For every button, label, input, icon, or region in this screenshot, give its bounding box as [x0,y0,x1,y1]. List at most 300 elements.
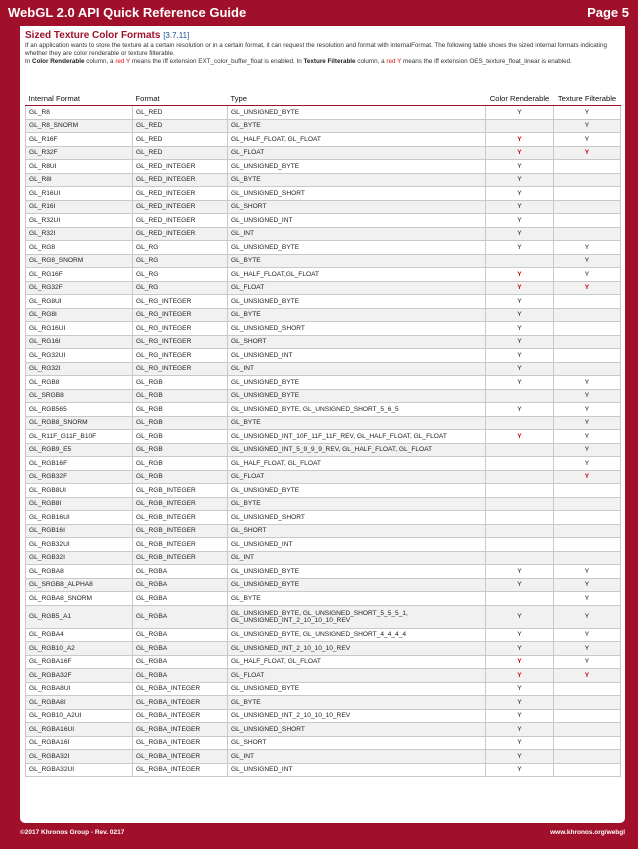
cell-internal-format: GL_RGB8 [26,376,133,390]
cell-texture-filterable: Y [554,669,621,683]
cell-format: GL_RG_INTEGER [133,322,228,336]
cell-texture-filterable: Y [554,605,621,628]
cell-texture-filterable: Y [554,376,621,390]
table-row [26,511,621,525]
cell-texture-filterable [554,538,621,552]
cell-color-renderable: Y [486,750,554,764]
cell-internal-format: GL_RGBA16UI [26,723,133,737]
cell-color-renderable: Y [486,308,554,322]
cell-texture-filterable [554,308,621,322]
cell-format: GL_RED_INTEGER [133,227,228,241]
cell-internal-format: GL_RGBA8UI [26,682,133,696]
cell-type: GL_SHORT [228,736,486,750]
cell-format: GL_RG_INTEGER [133,308,228,322]
col-texture-filterable: Texture Filterable [554,82,621,106]
cell-color-renderable [486,254,554,268]
cell-color-renderable: Y [486,376,554,390]
cell-texture-filterable [554,736,621,750]
table-row [26,241,621,255]
table-row [26,146,621,160]
cell-color-renderable [486,457,554,471]
table-row [26,119,621,133]
cell-format: GL_RGB [133,389,228,403]
cell-color-renderable [486,592,554,606]
table-row [26,308,621,322]
cell-color-renderable: Y [486,322,554,336]
table-row [26,682,621,696]
table-row [26,295,621,309]
cell-texture-filterable: Y [554,470,621,484]
cell-color-renderable: Y [486,696,554,710]
guide-title: WebGL 2.0 API Quick Reference Guide [8,5,247,20]
cell-type: GL_BYTE [228,416,486,430]
cell-internal-format: GL_RGBA16I [26,736,133,750]
cell-color-renderable: Y [486,200,554,214]
cell-type: GL_UNSIGNED_INT_10F_11F_11F_REV, GL_HALF_FLOAT, GL_FLOAT [228,430,486,444]
cell-type: GL_UNSIGNED_SHORT [228,723,486,737]
cell-type: GL_INT [228,750,486,764]
cell-type: GL_HALF_FLOAT, GL_FLOAT [228,457,486,471]
cell-texture-filterable: Y [554,268,621,282]
footer-url[interactable]: www.khronos.org/webgl [550,829,625,836]
cell-type: GL_FLOAT [228,669,486,683]
cell-internal-format: GL_RG8_SNORM [26,254,133,268]
cell-texture-filterable: Y [554,592,621,606]
cell-type: GL_UNSIGNED_BYTE, GL_UNSIGNED_SHORT_5_5_5_1, GL_UNSIGNED_INT_2_10_10_10_REV [228,605,486,628]
cell-format: GL_RGBA_INTEGER [133,763,228,777]
cell-internal-format: GL_R32I [26,227,133,241]
cell-internal-format: GL_R11F_G11F_B10F [26,430,133,444]
cell-color-renderable: Y [486,709,554,723]
cell-internal-format: GL_RGB5_A1 [26,605,133,628]
cell-type: GL_INT [228,227,486,241]
cell-internal-format: GL_RGB8UI [26,484,133,498]
cell-color-renderable [486,551,554,565]
cell-format: GL_RGB_INTEGER [133,551,228,565]
cell-type: GL_UNSIGNED_INT [228,538,486,552]
table-row [26,227,621,241]
cell-internal-format: GL_R16I [26,200,133,214]
cell-type: GL_BYTE [228,696,486,710]
cell-texture-filterable [554,696,621,710]
page-header [0,0,638,26]
cell-internal-format: GL_RGBA32F [26,669,133,683]
table-row [26,578,621,592]
table-row [26,497,621,511]
table-row [26,750,621,764]
cell-format: GL_RG [133,254,228,268]
cell-texture-filterable: Y [554,578,621,592]
cell-format: GL_RGBA [133,628,228,642]
cell-type: GL_INT [228,551,486,565]
cell-color-renderable [486,443,554,457]
cell-format: GL_RED_INTEGER [133,187,228,201]
cell-format: GL_RGBA_INTEGER [133,723,228,737]
cell-type: GL_UNSIGNED_BYTE [228,578,486,592]
cell-type: GL_UNSIGNED_SHORT [228,187,486,201]
cell-texture-filterable [554,187,621,201]
cell-color-renderable [486,389,554,403]
table-row [26,723,621,737]
cell-format: GL_RED [133,133,228,147]
cell-format: GL_RED [133,106,228,120]
table-row [26,349,621,363]
cell-texture-filterable: Y [554,254,621,268]
cell-color-renderable: Y [486,281,554,295]
cell-color-renderable: Y [486,578,554,592]
cell-type: GL_SHORT [228,335,486,349]
table-row [26,538,621,552]
cell-texture-filterable: Y [554,106,621,120]
cell-format: GL_RGBA_INTEGER [133,696,228,710]
cell-internal-format: GL_RG8UI [26,295,133,309]
cell-internal-format: GL_RGB32UI [26,538,133,552]
table-row [26,376,621,390]
cell-format: GL_RGB_INTEGER [133,484,228,498]
cell-format: GL_RG_INTEGER [133,349,228,363]
cell-texture-filterable [554,750,621,764]
cell-format: GL_RGB [133,376,228,390]
cell-format: GL_RG_INTEGER [133,335,228,349]
table-row [26,133,621,147]
cell-color-renderable [486,497,554,511]
content-panel [20,26,625,823]
cell-format: GL_RGB [133,457,228,471]
cell-type: GL_UNSIGNED_BYTE [228,376,486,390]
cell-format: GL_RGBA [133,565,228,579]
cell-type: GL_UNSIGNED_INT [228,763,486,777]
cell-format: GL_RGBA_INTEGER [133,736,228,750]
cell-color-renderable: Y [486,430,554,444]
cell-texture-filterable: Y [554,565,621,579]
cell-internal-format: GL_RG16I [26,335,133,349]
cell-type: GL_UNSIGNED_INT_5_9_9_9_REV, GL_HALF_FLOAT, GL_FLOAT [228,443,486,457]
cell-texture-filterable: Y [554,642,621,656]
cell-texture-filterable: Y [554,241,621,255]
cell-type: GL_BYTE [228,592,486,606]
table-row [26,173,621,187]
cell-texture-filterable [554,295,621,309]
cell-color-renderable: Y [486,362,554,376]
cell-texture-filterable: Y [554,416,621,430]
cell-type: GL_UNSIGNED_BYTE, GL_UNSIGNED_SHORT_4_4_4_4 [228,628,486,642]
cell-type: GL_UNSIGNED_BYTE [228,565,486,579]
section-title [25,30,189,41]
cell-texture-filterable [554,200,621,214]
cell-texture-filterable [554,709,621,723]
cell-format: GL_RGB [133,403,228,417]
section-description [25,42,620,67]
cell-texture-filterable: Y [554,457,621,471]
cell-internal-format: GL_RGB10_A2 [26,642,133,656]
cell-format: GL_RED_INTEGER [133,200,228,214]
cell-format: GL_RGBA [133,605,228,628]
cell-color-renderable [486,511,554,525]
cell-format: GL_RED [133,119,228,133]
cell-type: GL_HALF_FLOAT,GL_FLOAT [228,268,486,282]
cell-color-renderable: Y [486,187,554,201]
cell-color-renderable: Y [486,214,554,228]
cell-internal-format: GL_R16UI [26,187,133,201]
cell-type: GL_HALF_FLOAT, GL_FLOAT [228,655,486,669]
col-format: Format [133,82,228,106]
table-body [26,106,621,777]
cell-internal-format: GL_RG8 [26,241,133,255]
cell-internal-format: GL_RG32F [26,281,133,295]
table-row [26,669,621,683]
cell-type: GL_HALF_FLOAT, GL_FLOAT [228,133,486,147]
cell-color-renderable: Y [486,763,554,777]
cell-color-renderable: Y [486,655,554,669]
cell-internal-format: GL_RG32UI [26,349,133,363]
table-row [26,200,621,214]
cell-format: GL_RGB_INTEGER [133,524,228,538]
cell-texture-filterable [554,497,621,511]
cell-internal-format: GL_RGB10_A2UI [26,709,133,723]
cell-format: GL_RG [133,281,228,295]
cell-color-renderable: Y [486,682,554,696]
cell-format: GL_RGBA [133,642,228,656]
table-row [26,457,621,471]
cell-internal-format: GL_RGB8I [26,497,133,511]
table-row [26,605,621,628]
page-number: Page 5 [587,5,629,20]
cell-color-renderable: Y [486,146,554,160]
cell-color-renderable: Y [486,335,554,349]
cell-color-renderable [486,416,554,430]
table-row [26,268,621,282]
cell-texture-filterable [554,524,621,538]
table-row [26,322,621,336]
cell-texture-filterable [554,763,621,777]
cell-texture-filterable: Y [554,443,621,457]
cell-type: GL_BYTE [228,254,486,268]
section-title-text: Sized Texture Color Formats [25,30,161,41]
cell-texture-filterable [554,160,621,174]
cell-color-renderable: Y [486,160,554,174]
cell-format: GL_RG_INTEGER [133,295,228,309]
cell-internal-format: GL_RGB9_E5 [26,443,133,457]
cell-format: GL_RGB_INTEGER [133,511,228,525]
cell-type: GL_UNSIGNED_BYTE [228,389,486,403]
cell-type: GL_UNSIGNED_SHORT [228,322,486,336]
cell-texture-filterable [554,349,621,363]
cell-format: GL_RED_INTEGER [133,173,228,187]
cell-format: GL_RGB_INTEGER [133,538,228,552]
cell-color-renderable: Y [486,723,554,737]
cell-color-renderable: Y [486,241,554,255]
cell-format: GL_RGB [133,443,228,457]
cell-type: GL_UNSIGNED_INT [228,214,486,228]
cell-format: GL_RGBA [133,669,228,683]
table-row [26,565,621,579]
cell-texture-filterable: Y [554,146,621,160]
cell-texture-filterable [554,682,621,696]
col-color-renderable: Color Renderable [486,82,554,106]
cell-color-renderable [486,484,554,498]
table-row [26,551,621,565]
cell-type: GL_UNSIGNED_BYTE, GL_UNSIGNED_SHORT_5_6_5 [228,403,486,417]
table-row [26,592,621,606]
sized-formats-table [25,82,621,777]
cell-texture-filterable [554,173,621,187]
cell-color-renderable [486,524,554,538]
cell-texture-filterable [554,214,621,228]
cell-format: GL_RG [133,241,228,255]
cell-color-renderable: Y [486,565,554,579]
cell-color-renderable [486,538,554,552]
footer-copyright: ©2017 Khronos Group - Rev. 0217 [20,829,125,836]
cell-texture-filterable [554,511,621,525]
cell-color-renderable: Y [486,133,554,147]
cell-format: GL_RG [133,268,228,282]
cell-texture-filterable [554,484,621,498]
table-row [26,389,621,403]
cell-color-renderable: Y [486,605,554,628]
cell-texture-filterable: Y [554,133,621,147]
cell-texture-filterable [554,322,621,336]
cell-type: GL_UNSIGNED_BYTE [228,295,486,309]
cell-texture-filterable [554,551,621,565]
cell-format: GL_RGBA [133,592,228,606]
cell-internal-format: GL_RGB16UI [26,511,133,525]
cell-internal-format: GL_RGBA32UI [26,763,133,777]
cell-texture-filterable: Y [554,628,621,642]
cell-color-renderable: Y [486,349,554,363]
table-row [26,642,621,656]
table-row [26,362,621,376]
cell-color-renderable [486,119,554,133]
cell-internal-format: GL_RG16UI [26,322,133,336]
cell-type: GL_BYTE [228,119,486,133]
cell-type: GL_UNSIGNED_BYTE [228,241,486,255]
cell-internal-format: GL_RGBA4 [26,628,133,642]
section-ref-link[interactable]: [3.7.11] [163,31,190,40]
cell-type: GL_UNSIGNED_BYTE [228,106,486,120]
col-type: Type [228,82,486,106]
table-row [26,484,621,498]
cell-format: GL_RG_INTEGER [133,362,228,376]
table-row [26,187,621,201]
cell-texture-filterable: Y [554,655,621,669]
cell-internal-format: GL_SRGB8 [26,389,133,403]
cell-format: GL_RGBA_INTEGER [133,709,228,723]
cell-type: GL_UNSIGNED_SHORT [228,511,486,525]
cell-color-renderable: Y [486,669,554,683]
cell-format: GL_RED_INTEGER [133,160,228,174]
cell-internal-format: GL_SRGB8_ALPHA8 [26,578,133,592]
cell-texture-filterable: Y [554,389,621,403]
cell-internal-format: GL_R32UI [26,214,133,228]
cell-type: GL_INT [228,362,486,376]
cell-format: GL_RED [133,146,228,160]
cell-type: GL_UNSIGNED_INT_2_10_10_10_REV [228,709,486,723]
cell-format: GL_RGB_INTEGER [133,497,228,511]
cell-format: GL_RGBA [133,578,228,592]
cell-color-renderable: Y [486,268,554,282]
table-row [26,443,621,457]
cell-type: GL_UNSIGNED_INT [228,349,486,363]
cell-type: GL_FLOAT [228,281,486,295]
cell-texture-filterable [554,227,621,241]
table-row [26,281,621,295]
table-row [26,403,621,417]
cell-internal-format: GL_R8_SNORM [26,119,133,133]
cell-color-renderable: Y [486,173,554,187]
description-line-2: In Color Renderable column, a red Y means the iff extension EXT_color_buffer_float is enabled. In Texture Filterable column, a red Y means the iff extension OES_texture_float_linear is enabled. [25,58,572,66]
cell-format: GL_RGBA_INTEGER [133,682,228,696]
cell-texture-filterable [554,335,621,349]
cell-format: GL_RGB [133,470,228,484]
table-row [26,736,621,750]
table-row [26,628,621,642]
col-internal-format: Internal Format [26,82,133,106]
cell-type: GL_FLOAT [228,146,486,160]
table-row [26,655,621,669]
cell-texture-filterable: Y [554,403,621,417]
cell-type: GL_BYTE [228,497,486,511]
cell-internal-format: GL_RGBA16F [26,655,133,669]
table-row [26,763,621,777]
cell-type: GL_BYTE [228,173,486,187]
cell-internal-format: GL_RGB32F [26,470,133,484]
table-row [26,416,621,430]
cell-type: GL_SHORT [228,200,486,214]
table-row [26,430,621,444]
cell-type: GL_UNSIGNED_BYTE [228,682,486,696]
cell-internal-format: GL_R8UI [26,160,133,174]
table-row [26,254,621,268]
table-header-row [26,82,621,106]
cell-internal-format: GL_R8 [26,106,133,120]
cell-texture-filterable: Y [554,119,621,133]
cell-format: GL_RGBA [133,655,228,669]
cell-texture-filterable: Y [554,281,621,295]
table-row [26,524,621,538]
cell-texture-filterable [554,723,621,737]
cell-color-renderable: Y [486,642,554,656]
cell-internal-format: GL_RGB8_SNORM [26,416,133,430]
cell-type: GL_UNSIGNED_INT_2_10_10_10_REV [228,642,486,656]
cell-format: GL_RGBA_INTEGER [133,750,228,764]
cell-texture-filterable: Y [554,430,621,444]
cell-internal-format: GL_RG16F [26,268,133,282]
cell-internal-format: GL_RGBA8 [26,565,133,579]
cell-type: GL_FLOAT [228,470,486,484]
cell-internal-format: GL_RGBA8I [26,696,133,710]
cell-color-renderable: Y [486,628,554,642]
cell-internal-format: GL_R8I [26,173,133,187]
cell-type: GL_SHORT [228,524,486,538]
cell-type: GL_UNSIGNED_BYTE [228,484,486,498]
cell-color-renderable: Y [486,736,554,750]
table-row [26,335,621,349]
cell-internal-format: GL_RG8I [26,308,133,322]
cell-internal-format: GL_R16F [26,133,133,147]
cell-internal-format: GL_R32F [26,146,133,160]
description-line-1: If an application wants to store the texture at a certain resolution or in a certain format, it can request the resolution and format with internalFormat. The following table shows the sized internal formats indicating whether they are color renderable or texture filterable. [25,42,607,58]
cell-format: GL_RGB [133,430,228,444]
cell-internal-format: GL_RGB32I [26,551,133,565]
cell-internal-format: GL_RGB16I [26,524,133,538]
cell-internal-format: GL_RGBA32I [26,750,133,764]
cell-texture-filterable [554,362,621,376]
table-row [26,470,621,484]
cell-format: GL_RGB [133,416,228,430]
table-row [26,214,621,228]
table-row [26,106,621,120]
cell-color-renderable: Y [486,106,554,120]
